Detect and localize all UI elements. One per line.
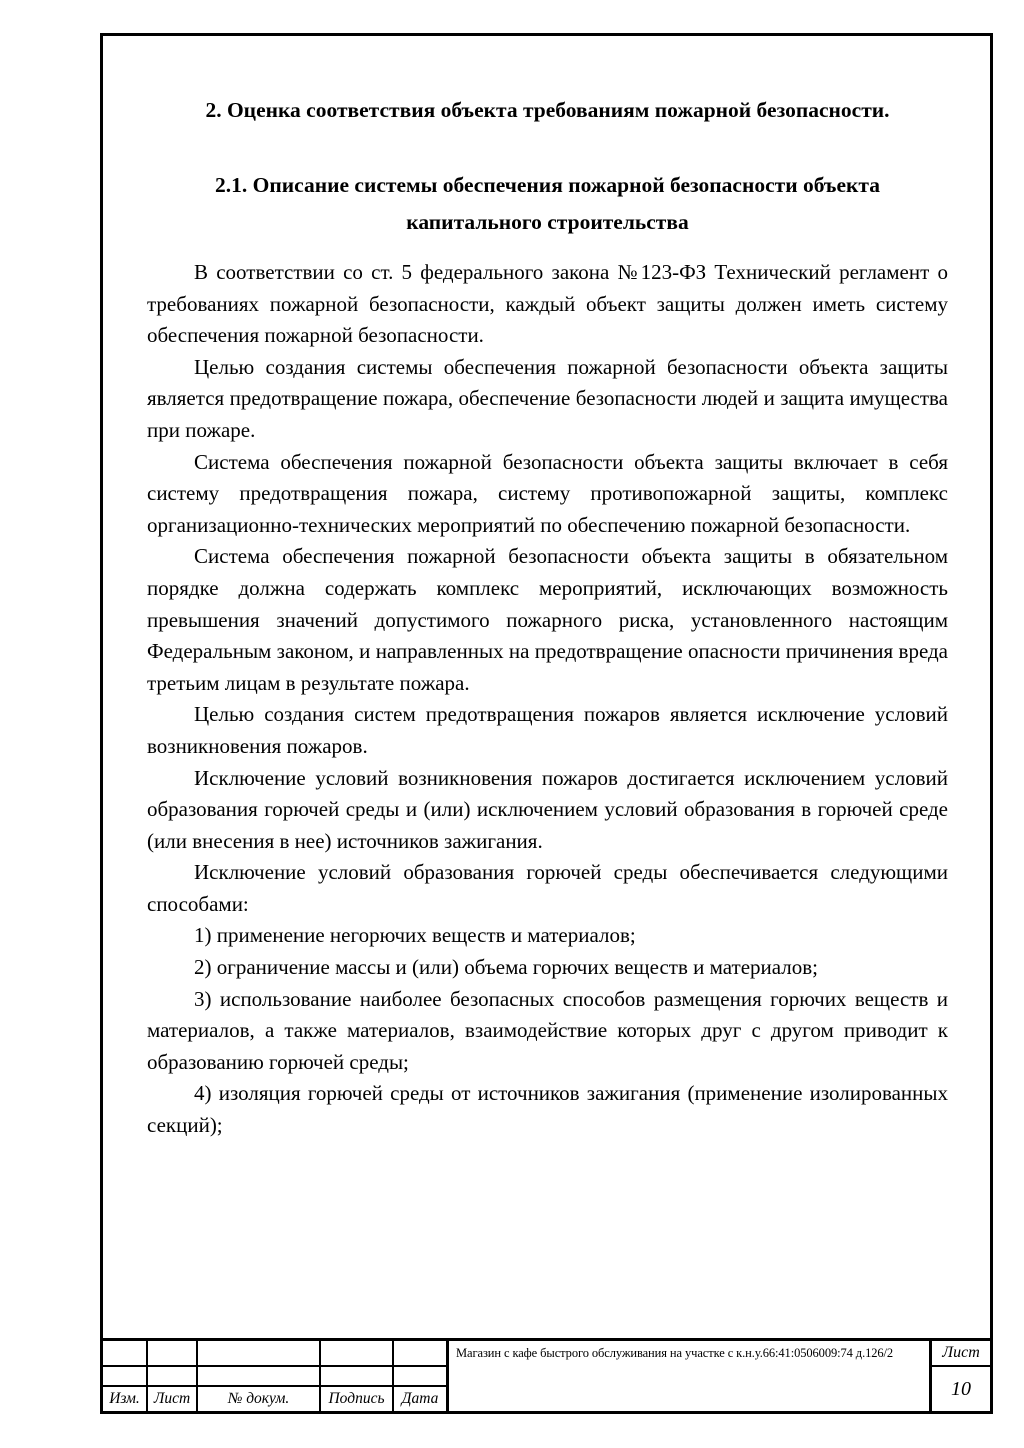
titleblock-col-izm: Изм.	[103, 1387, 148, 1411]
sheet-number: 10	[951, 1377, 971, 1400]
titleblock-cell	[198, 1341, 321, 1367]
title-block-document-name: Магазин с кафе быстрого обслуживания на участке с к.н.у.66:41:0506009:74 д.126/2	[449, 1341, 932, 1411]
titleblock-cell	[103, 1367, 148, 1387]
paragraph: Исключение условий образования горючей среды обеспечивается следующими способами:	[147, 860, 948, 916]
paragraph: Система обеспечения пожарной безопасности объекта защиты в обязательном порядке должна содержать комплекс мероприятий, исключающих возможность превышения значений допустимого пожарного риска, установленного настоящим Федеральным законом, и направленных на предотвращение опасности причинения вреда третьим лицам в результате пожара.	[147, 544, 948, 695]
list-item: 3) использование наиболее безопасных способов размещения горючих веществ и материалов, а также материалов, взаимодействие которых друг с другом приводит к образованию горючей среды;	[147, 986, 948, 1074]
titleblock-cell	[321, 1341, 394, 1367]
subsection-heading-line1: 2.1. Описание системы обеспечения пожарной безопасности объекта	[215, 173, 880, 197]
paragraph: Целью создания системы обеспечения пожарной безопасности объекта защиты является предотвращение пожара, обеспечение безопасности людей и защита имущества при пожаре.	[147, 354, 948, 442]
sheet-label: Лист	[932, 1341, 990, 1367]
titleblock-col-list: Лист	[148, 1387, 198, 1411]
titleblock-col-ndokum: № докум.	[198, 1387, 321, 1411]
paragraph: Система обеспечения пожарной безопасности объекта защиты включает в себя систему предотвращения пожара, систему противопожарной защиты, комплекс организационно-технических мероприятий по обеспечению пожарной безопасности.	[147, 449, 948, 537]
title-block	[103, 1338, 990, 1411]
body-text	[147, 257, 948, 1142]
title-block-revision-table	[103, 1341, 449, 1411]
paragraph: Исключение условий возникновения пожаров достигается исключением условий образования горючей среды и (или) исключением условий образования в горючей среде (или внесения в нее) источников зажигания.	[147, 765, 948, 853]
subsection-heading	[147, 167, 948, 241]
titleblock-cell	[198, 1367, 321, 1387]
document-frame	[100, 33, 993, 1414]
list-item: 1) применение негорючих веществ и материалов;	[194, 923, 636, 948]
subsection-heading-line2: капитального строительства	[406, 210, 689, 234]
titleblock-cell	[394, 1367, 446, 1387]
titleblock-col-data: Дата	[401, 1390, 439, 1407]
titleblock-cell	[148, 1367, 198, 1387]
paragraph: В соответствии со ст. 5 федерального закона №123-ФЗ Технический регламент о требованиях пожарной безопасности, каждый объект защиты должен иметь систему обеспечения пожарной безопасности.	[147, 260, 948, 348]
section-heading: 2. Оценка соответствия объекта требованиям пожарной безопасности.	[205, 98, 890, 122]
list-item: 4) изоляция горючей среды от источников зажигания (применение изолированных секций);	[147, 1081, 948, 1138]
titleblock-cell	[103, 1341, 148, 1367]
list-item: 2) ограничение массы и (или) объема горючих веществ и материалов;	[194, 955, 818, 980]
titleblock-cell	[394, 1341, 446, 1367]
paragraph: Целью создания систем предотвращения пожаров является исключение условий возникновения пожаров.	[147, 702, 948, 758]
titleblock-cell	[321, 1367, 394, 1387]
title-block-sheet	[932, 1341, 990, 1411]
page-content	[103, 36, 990, 1142]
titleblock-col-podpis: Подпись	[321, 1387, 394, 1411]
titleblock-cell	[148, 1341, 198, 1367]
